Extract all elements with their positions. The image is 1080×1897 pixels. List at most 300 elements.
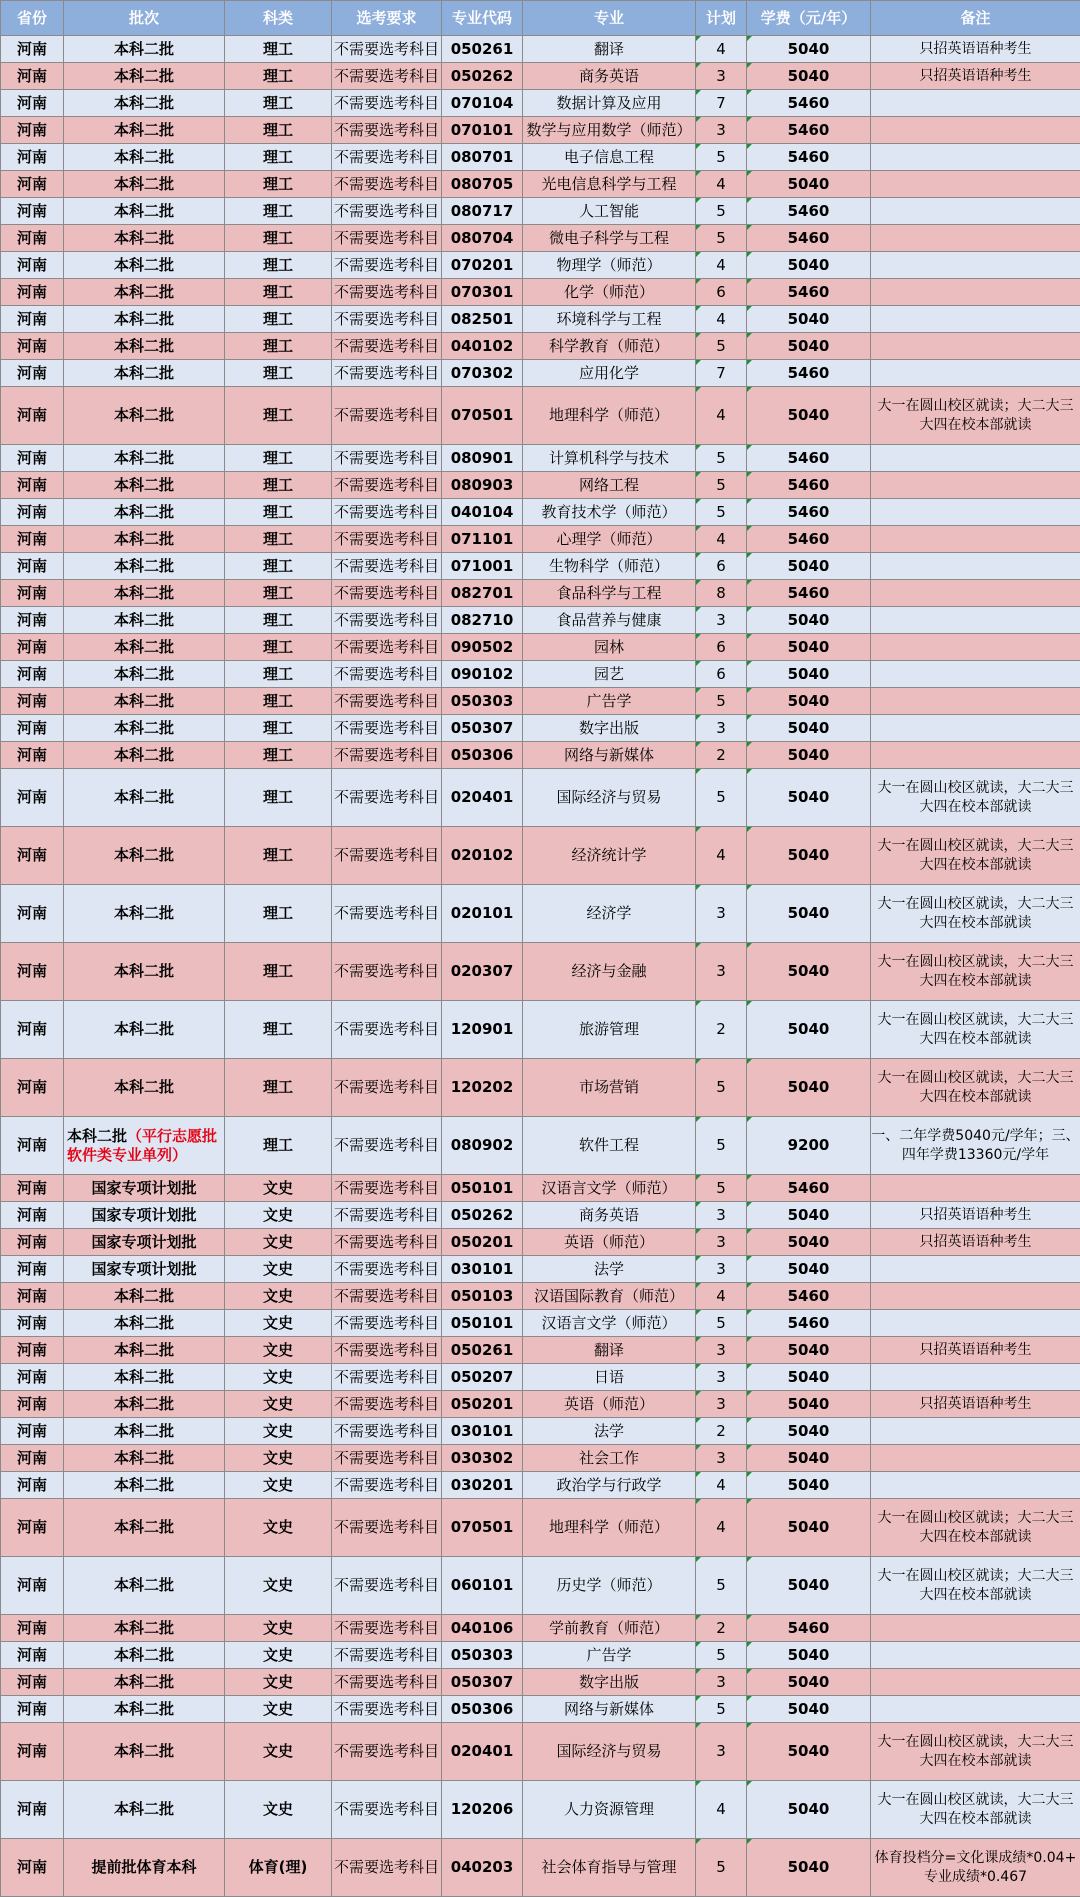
tuition-cell: 5040 xyxy=(747,252,871,279)
major-cell: 经济学 xyxy=(523,885,696,943)
subject-cell: 理工 xyxy=(225,499,332,526)
batch-cell xyxy=(64,607,225,634)
tuition-cell: 5040 xyxy=(747,1256,871,1283)
note-cell xyxy=(871,607,1080,634)
subject-cell: 文史 xyxy=(225,1202,332,1229)
note-cell xyxy=(871,171,1080,198)
requirement-cell: 不需要选考科目 xyxy=(332,90,442,117)
note-cell xyxy=(871,1615,1080,1642)
tuition-cell: 5460 xyxy=(747,144,871,171)
note-cell: 一、二年学费5040元/学年；三、 四年学费13360元/学年 xyxy=(871,1117,1080,1175)
note-cell xyxy=(871,526,1080,553)
batch-label: 本科二批 xyxy=(114,503,174,521)
province-cell: 河南 xyxy=(1,499,64,526)
batch-cell xyxy=(64,688,225,715)
requirement-cell: 不需要选考科目 xyxy=(332,445,442,472)
province-cell: 河南 xyxy=(1,688,64,715)
header-note: 备注 xyxy=(871,1,1080,36)
batch-cell xyxy=(64,1472,225,1499)
province-cell: 河南 xyxy=(1,144,64,171)
subject-cell: 理工 xyxy=(225,607,332,634)
major-cell: 环境科学与工程 xyxy=(523,306,696,333)
batch-label: 本科二批 xyxy=(114,175,174,193)
province-cell: 河南 xyxy=(1,1229,64,1256)
batch-label: 本科二批 xyxy=(114,449,174,467)
table-row xyxy=(1,1256,1080,1283)
note-cell xyxy=(871,1256,1080,1283)
note-cell: 大一在圆山校区就读，大二大三 大四在校本部就读 xyxy=(871,885,1080,943)
plan-cell: 3 xyxy=(696,943,747,1001)
requirement-cell: 不需要选考科目 xyxy=(332,526,442,553)
major-code-cell: 120202 xyxy=(442,1059,523,1117)
requirement-cell: 不需要选考科目 xyxy=(332,715,442,742)
major-code-cell: 020401 xyxy=(442,1723,523,1781)
subject-cell: 理工 xyxy=(225,333,332,360)
requirement-cell: 不需要选考科目 xyxy=(332,1669,442,1696)
requirement-cell: 不需要选考科目 xyxy=(332,387,442,445)
plan-cell: 3 xyxy=(696,1723,747,1781)
batch-cell xyxy=(64,198,225,225)
major-code-cell: 090502 xyxy=(442,634,523,661)
plan-cell: 5 xyxy=(696,769,747,827)
batch-label: 本科二批 xyxy=(114,1341,174,1359)
note-cell xyxy=(871,1445,1080,1472)
major-code-cell: 071001 xyxy=(442,553,523,580)
table-row xyxy=(1,1696,1080,1723)
tuition-cell: 5460 xyxy=(747,117,871,144)
plan-cell: 5 xyxy=(696,198,747,225)
subject-cell: 文史 xyxy=(225,1781,332,1839)
batch-label: 本科二批 xyxy=(114,962,174,980)
plan-cell: 3 xyxy=(696,117,747,144)
requirement-cell: 不需要选考科目 xyxy=(332,1001,442,1059)
table-row xyxy=(1,1669,1080,1696)
tuition-cell: 5040 xyxy=(747,715,871,742)
major-code-cell: 082501 xyxy=(442,306,523,333)
batch-label: 本科二批 xyxy=(114,846,174,864)
requirement-cell: 不需要选考科目 xyxy=(332,634,442,661)
major-cell: 计算机科学与技术 xyxy=(523,445,696,472)
province-cell: 河南 xyxy=(1,1001,64,1059)
table-row xyxy=(1,607,1080,634)
major-cell: 地理科学（师范） xyxy=(523,1499,696,1557)
table-row xyxy=(1,1839,1080,1897)
province-cell: 河南 xyxy=(1,607,64,634)
header-province: 省份 xyxy=(1,1,64,36)
subject-cell: 理工 xyxy=(225,387,332,445)
subject-cell: 理工 xyxy=(225,90,332,117)
batch-cell xyxy=(64,1418,225,1445)
province-cell: 河南 xyxy=(1,661,64,688)
batch-label: 本科二批 xyxy=(114,337,174,355)
subject-cell: 理工 xyxy=(225,715,332,742)
table-row xyxy=(1,90,1080,117)
subject-cell: 理工 xyxy=(225,63,332,90)
tuition-cell: 5040 xyxy=(747,1391,871,1418)
province-cell: 河南 xyxy=(1,306,64,333)
table-row xyxy=(1,1642,1080,1669)
note-cell xyxy=(871,1310,1080,1337)
table-row xyxy=(1,1283,1080,1310)
batch-cell xyxy=(64,387,225,445)
plan-cell: 4 xyxy=(696,1499,747,1557)
requirement-cell: 不需要选考科目 xyxy=(332,171,442,198)
requirement-cell: 不需要选考科目 xyxy=(332,1615,442,1642)
table-row xyxy=(1,885,1080,943)
subject-cell: 理工 xyxy=(225,661,332,688)
subject-cell: 理工 xyxy=(225,279,332,306)
plan-cell: 4 xyxy=(696,171,747,198)
tuition-cell: 5460 xyxy=(747,1310,871,1337)
batch-label: 国家专项计划批 xyxy=(91,1179,196,1197)
major-cell: 科学教育（师范） xyxy=(523,333,696,360)
major-code-cell: 070301 xyxy=(442,279,523,306)
note-cell xyxy=(871,198,1080,225)
table-row xyxy=(1,333,1080,360)
subject-cell: 文史 xyxy=(225,1229,332,1256)
plan-cell: 5 xyxy=(696,1557,747,1615)
plan-cell: 6 xyxy=(696,553,747,580)
major-cell: 数字出版 xyxy=(523,1669,696,1696)
province-cell: 河南 xyxy=(1,360,64,387)
plan-cell: 2 xyxy=(696,1001,747,1059)
plan-cell: 5 xyxy=(696,1117,747,1175)
plan-cell: 4 xyxy=(696,306,747,333)
subject-cell: 理工 xyxy=(225,144,332,171)
table-row xyxy=(1,198,1080,225)
note-cell xyxy=(871,1418,1080,1445)
note-cell xyxy=(871,306,1080,333)
requirement-cell: 不需要选考科目 xyxy=(332,499,442,526)
table-row xyxy=(1,1337,1080,1364)
subject-cell: 理工 xyxy=(225,225,332,252)
note-cell xyxy=(871,499,1080,526)
subject-cell: 体育(理) xyxy=(225,1839,332,1897)
batch-cell xyxy=(64,827,225,885)
batch-cell xyxy=(64,1337,225,1364)
major-code-cell: 080902 xyxy=(442,1117,523,1175)
batch-label: 本科二批 xyxy=(114,1576,174,1594)
major-code-cell: 050103 xyxy=(442,1283,523,1310)
batch-cell xyxy=(64,742,225,769)
major-cell: 历史学（师范） xyxy=(523,1557,696,1615)
batch-label: 本科二批 xyxy=(114,364,174,382)
note-cell: 体育投档分=文化课成绩*0.04+ 专业成绩*0.467 xyxy=(871,1839,1080,1897)
major-cell: 园艺 xyxy=(523,661,696,688)
batch-label: 本科二批 xyxy=(114,1287,174,1305)
province-cell: 河南 xyxy=(1,171,64,198)
tuition-cell: 5460 xyxy=(747,279,871,306)
major-code-cell: 050307 xyxy=(442,1669,523,1696)
batch-cell xyxy=(64,1283,225,1310)
batch-label: 本科二批 xyxy=(114,904,174,922)
note-cell: 只招英语语种考生 xyxy=(871,1202,1080,1229)
major-cell: 翻译 xyxy=(523,1337,696,1364)
batch-label: 本科二批 xyxy=(114,1314,174,1332)
major-code-cell: 050101 xyxy=(442,1175,523,1202)
note-cell xyxy=(871,1669,1080,1696)
province-cell: 河南 xyxy=(1,742,64,769)
major-code-cell: 040104 xyxy=(442,499,523,526)
major-cell: 法学 xyxy=(523,1418,696,1445)
province-cell: 河南 xyxy=(1,1723,64,1781)
major-cell: 食品科学与工程 xyxy=(523,580,696,607)
batch-label: 本科二批 xyxy=(114,40,174,58)
major-code-cell: 030201 xyxy=(442,1472,523,1499)
plan-cell: 4 xyxy=(696,36,747,63)
subject-cell: 理工 xyxy=(225,360,332,387)
table-row xyxy=(1,1310,1080,1337)
plan-cell: 6 xyxy=(696,634,747,661)
note-cell xyxy=(871,1642,1080,1669)
major-cell: 汉语言文学（师范） xyxy=(523,1310,696,1337)
batch-cell xyxy=(64,1557,225,1615)
major-cell: 地理科学（师范） xyxy=(523,387,696,445)
batch-cell xyxy=(64,1839,225,1897)
major-code-cell: 080717 xyxy=(442,198,523,225)
batch-label: 本科二批 xyxy=(114,121,174,139)
note-cell xyxy=(871,1283,1080,1310)
major-code-cell: 050207 xyxy=(442,1364,523,1391)
plan-cell: 5 xyxy=(696,333,747,360)
subject-cell: 文史 xyxy=(225,1337,332,1364)
subject-cell: 理工 xyxy=(225,553,332,580)
batch-cell xyxy=(64,252,225,279)
batch-label: 本科二批 xyxy=(114,1742,174,1760)
province-cell: 河南 xyxy=(1,1175,64,1202)
major-code-cell: 070201 xyxy=(442,252,523,279)
province-cell: 河南 xyxy=(1,36,64,63)
plan-cell: 4 xyxy=(696,526,747,553)
plan-cell: 5 xyxy=(696,499,747,526)
subject-cell: 理工 xyxy=(225,306,332,333)
requirement-cell: 不需要选考科目 xyxy=(332,36,442,63)
header-tuition: 学费（元/年） xyxy=(747,1,871,36)
tuition-cell: 5040 xyxy=(747,333,871,360)
batch-cell xyxy=(64,1001,225,1059)
batch-cell xyxy=(64,360,225,387)
note-cell xyxy=(871,360,1080,387)
tuition-cell: 5460 xyxy=(747,225,871,252)
tuition-cell: 5040 xyxy=(747,171,871,198)
major-cell: 电子信息工程 xyxy=(523,144,696,171)
tuition-cell: 5040 xyxy=(747,1696,871,1723)
major-code-cell: 050101 xyxy=(442,1310,523,1337)
requirement-cell: 不需要选考科目 xyxy=(332,688,442,715)
major-cell: 国际经济与贸易 xyxy=(523,1723,696,1781)
major-code-cell: 020102 xyxy=(442,827,523,885)
tuition-cell: 5460 xyxy=(747,1283,871,1310)
table-row xyxy=(1,1418,1080,1445)
batch-label: 本科二批 xyxy=(114,283,174,301)
batch-cell xyxy=(64,1781,225,1839)
requirement-cell: 不需要选考科目 xyxy=(332,553,442,580)
tuition-cell: 5040 xyxy=(747,1723,871,1781)
major-code-cell: 120206 xyxy=(442,1781,523,1839)
batch-label: 本科二批 xyxy=(114,1646,174,1664)
plan-cell: 3 xyxy=(696,1669,747,1696)
batch-cell xyxy=(64,943,225,1001)
batch-cell xyxy=(64,1642,225,1669)
note-cell xyxy=(871,553,1080,580)
header-requirement: 选考要求 xyxy=(332,1,442,36)
batch-cell xyxy=(64,661,225,688)
note-cell: 大一在圆山校区就读，大二大三 大四在校本部就读 xyxy=(871,1781,1080,1839)
requirement-cell: 不需要选考科目 xyxy=(332,1839,442,1897)
major-code-cell: 070104 xyxy=(442,90,523,117)
subject-cell: 理工 xyxy=(225,688,332,715)
major-code-cell: 071101 xyxy=(442,526,523,553)
note-cell: 大一在圆山校区就读，大二大三 大四在校本部就读 xyxy=(871,943,1080,1001)
major-cell: 化学（师范） xyxy=(523,279,696,306)
province-cell: 河南 xyxy=(1,279,64,306)
province-cell: 河南 xyxy=(1,1059,64,1117)
requirement-cell: 不需要选考科目 xyxy=(332,1781,442,1839)
batch-label: 本科二批 xyxy=(114,746,174,764)
major-cell: 光电信息科学与工程 xyxy=(523,171,696,198)
plan-cell: 3 xyxy=(696,63,747,90)
province-cell: 河南 xyxy=(1,1669,64,1696)
subject-cell: 理工 xyxy=(225,526,332,553)
major-code-cell: 050307 xyxy=(442,715,523,742)
tuition-cell: 5040 xyxy=(747,885,871,943)
table-row xyxy=(1,360,1080,387)
plan-cell: 5 xyxy=(696,445,747,472)
note-cell xyxy=(871,715,1080,742)
tuition-cell: 5040 xyxy=(747,1781,871,1839)
requirement-cell: 不需要选考科目 xyxy=(332,1337,442,1364)
major-code-cell: 020401 xyxy=(442,769,523,827)
batch-label: 本科二批 xyxy=(114,638,174,656)
major-cell: 数字出版 xyxy=(523,715,696,742)
requirement-cell: 不需要选考科目 xyxy=(332,117,442,144)
major-code-cell: 082710 xyxy=(442,607,523,634)
requirement-cell: 不需要选考科目 xyxy=(332,885,442,943)
province-cell: 河南 xyxy=(1,225,64,252)
table-row xyxy=(1,1445,1080,1472)
batch-label: 国家专项计划批 xyxy=(91,1260,196,1278)
note-cell: 大一在圆山校区就读，大二大三 大四在校本部就读 xyxy=(871,827,1080,885)
province-cell: 河南 xyxy=(1,1202,64,1229)
major-cell: 商务英语 xyxy=(523,63,696,90)
table-row xyxy=(1,1364,1080,1391)
major-code-cell: 020307 xyxy=(442,943,523,1001)
major-cell: 汉语国际教育（师范） xyxy=(523,1283,696,1310)
province-cell: 河南 xyxy=(1,1615,64,1642)
plan-cell: 4 xyxy=(696,387,747,445)
table-row xyxy=(1,1781,1080,1839)
major-code-cell: 080901 xyxy=(442,445,523,472)
tuition-cell: 9200 xyxy=(747,1117,871,1175)
province-cell: 河南 xyxy=(1,553,64,580)
province-cell: 河南 xyxy=(1,472,64,499)
subject-cell: 理工 xyxy=(225,580,332,607)
plan-cell: 5 xyxy=(696,688,747,715)
header-plan: 计划 xyxy=(696,1,747,36)
batch-label: 国家专项计划批 xyxy=(91,1233,196,1251)
subject-cell: 文史 xyxy=(225,1615,332,1642)
requirement-cell: 不需要选考科目 xyxy=(332,1557,442,1615)
province-cell: 河南 xyxy=(1,715,64,742)
batch-label: 本科二批 xyxy=(114,1476,174,1494)
major-cell: 学前教育（师范） xyxy=(523,1615,696,1642)
major-code-cell: 050201 xyxy=(442,1391,523,1418)
requirement-cell: 不需要选考科目 xyxy=(332,144,442,171)
plan-cell: 3 xyxy=(696,1445,747,1472)
plan-cell: 4 xyxy=(696,1472,747,1499)
requirement-cell: 不需要选考科目 xyxy=(332,306,442,333)
subject-cell: 文史 xyxy=(225,1256,332,1283)
header-row xyxy=(1,1,1080,36)
tuition-cell: 5040 xyxy=(747,1445,871,1472)
major-cell: 法学 xyxy=(523,1256,696,1283)
batch-cell xyxy=(64,885,225,943)
province-cell: 河南 xyxy=(1,63,64,90)
note-cell: 大一在圆山校区就读；大二大三 大四在校本部就读 xyxy=(871,387,1080,445)
requirement-cell: 不需要选考科目 xyxy=(332,225,442,252)
batch-label: 本科二批 xyxy=(114,1619,174,1637)
subject-cell: 理工 xyxy=(225,634,332,661)
table-row xyxy=(1,1391,1080,1418)
batch-cell xyxy=(64,1364,225,1391)
tuition-cell: 5040 xyxy=(747,661,871,688)
tuition-cell: 5460 xyxy=(747,90,871,117)
province-cell: 河南 xyxy=(1,1499,64,1557)
batch-cell xyxy=(64,1669,225,1696)
batch-cell xyxy=(64,1202,225,1229)
province-cell: 河南 xyxy=(1,1839,64,1897)
tuition-cell: 5460 xyxy=(747,472,871,499)
note-cell xyxy=(871,472,1080,499)
tuition-cell: 5040 xyxy=(747,607,871,634)
requirement-cell: 不需要选考科目 xyxy=(332,1175,442,1202)
header-batch: 批次 xyxy=(64,1,225,36)
batch-label: 本科二批 xyxy=(114,1449,174,1467)
batch-label: 本科二批 xyxy=(114,692,174,710)
subject-cell: 理工 xyxy=(225,885,332,943)
table-row xyxy=(1,769,1080,827)
requirement-cell: 不需要选考科目 xyxy=(332,1229,442,1256)
plan-cell: 3 xyxy=(696,1202,747,1229)
table-row xyxy=(1,445,1080,472)
note-cell xyxy=(871,252,1080,279)
plan-cell: 2 xyxy=(696,1615,747,1642)
tuition-cell: 5040 xyxy=(747,1364,871,1391)
major-code-cell: 080705 xyxy=(442,171,523,198)
major-cell: 日语 xyxy=(523,1364,696,1391)
batch-cell xyxy=(64,580,225,607)
requirement-cell: 不需要选考科目 xyxy=(332,198,442,225)
batch-cell xyxy=(64,36,225,63)
note-cell xyxy=(871,1696,1080,1723)
major-cell: 人工智能 xyxy=(523,198,696,225)
table-row xyxy=(1,526,1080,553)
major-cell: 英语（师范） xyxy=(523,1391,696,1418)
tuition-cell: 5040 xyxy=(747,1418,871,1445)
province-cell: 河南 xyxy=(1,1310,64,1337)
major-cell: 微电子科学与工程 xyxy=(523,225,696,252)
subject-cell: 文史 xyxy=(225,1391,332,1418)
note-cell xyxy=(871,688,1080,715)
major-cell: 国际经济与贸易 xyxy=(523,769,696,827)
batch-cell xyxy=(64,279,225,306)
batch-cell xyxy=(64,117,225,144)
subject-cell: 文史 xyxy=(225,1445,332,1472)
batch-cell xyxy=(64,499,225,526)
major-cell: 社会体育指导与管理 xyxy=(523,1839,696,1897)
major-code-cell: 030101 xyxy=(442,1418,523,1445)
table-row xyxy=(1,1472,1080,1499)
